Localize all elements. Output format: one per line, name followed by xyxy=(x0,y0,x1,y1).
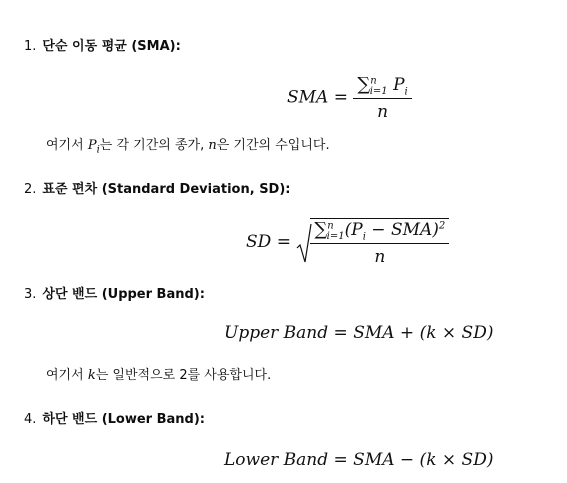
section-number: 2. xyxy=(24,182,37,197)
note-sma xyxy=(46,137,330,160)
denominator: n xyxy=(374,247,386,268)
note-variable: n xyxy=(208,138,217,153)
term: (P xyxy=(344,220,363,240)
equals-sign: = xyxy=(333,87,348,108)
fraction xyxy=(353,74,411,122)
term: P xyxy=(393,75,405,95)
formula-sma xyxy=(287,74,412,122)
term-subscript: i xyxy=(362,231,366,243)
formula-lhs: SD xyxy=(246,232,272,253)
section-title: 표준 편차 (Standard Deviation, SD): xyxy=(42,182,291,197)
equals-sign: = xyxy=(276,232,291,253)
note-variable-subscript: i xyxy=(96,144,100,156)
note-text: 여기서 xyxy=(46,138,88,153)
note-variable: k xyxy=(87,368,96,383)
formula-lhs: SMA xyxy=(287,87,329,108)
section-title: 단순 이동 평균 (SMA): xyxy=(42,39,181,54)
section-heading-upper-band xyxy=(24,286,205,304)
sum-upper-limit: n xyxy=(327,220,334,232)
sum-upper-limit: n xyxy=(370,75,377,87)
note-text: 는 각 기간의 종가, xyxy=(99,138,209,153)
note-variable: P xyxy=(87,138,97,153)
sum-symbol: ∑ xyxy=(357,74,371,95)
sum-symbol: ∑ xyxy=(314,219,328,240)
note-text: 여기서 xyxy=(46,368,88,383)
section-heading-sma xyxy=(24,38,181,56)
term-rest: − SMA) xyxy=(365,220,439,240)
note-text: 은 기간의 수입니다. xyxy=(216,138,330,153)
exponent: 2 xyxy=(438,220,446,232)
section-heading-sd xyxy=(24,181,290,199)
formula-lower-band: Lower Band = SMA − (k × SD) xyxy=(224,450,494,470)
fraction xyxy=(310,218,449,267)
sum-lower-limit: i=1 xyxy=(326,231,345,243)
term-subscript: i xyxy=(404,86,408,98)
section-number: 1. xyxy=(24,39,37,54)
sum-lower-limit: i=1 xyxy=(369,86,388,98)
numerator xyxy=(310,219,449,244)
section-title: 상단 밴드 (Upper Band): xyxy=(42,287,205,302)
section-number: 3. xyxy=(24,287,37,302)
numerator xyxy=(353,74,411,99)
section-heading-lower-band xyxy=(24,411,205,429)
section-number: 4. xyxy=(24,412,37,427)
formula-upper-band: Upper Band = SMA + (k × SD) xyxy=(224,323,494,343)
denominator: n xyxy=(377,102,389,123)
formula-sd xyxy=(246,218,449,267)
section-title: 하단 밴드 (Lower Band): xyxy=(42,412,205,427)
note-k xyxy=(46,367,271,385)
note-text: 는 일반적으로 2를 사용합니다. xyxy=(95,368,272,383)
